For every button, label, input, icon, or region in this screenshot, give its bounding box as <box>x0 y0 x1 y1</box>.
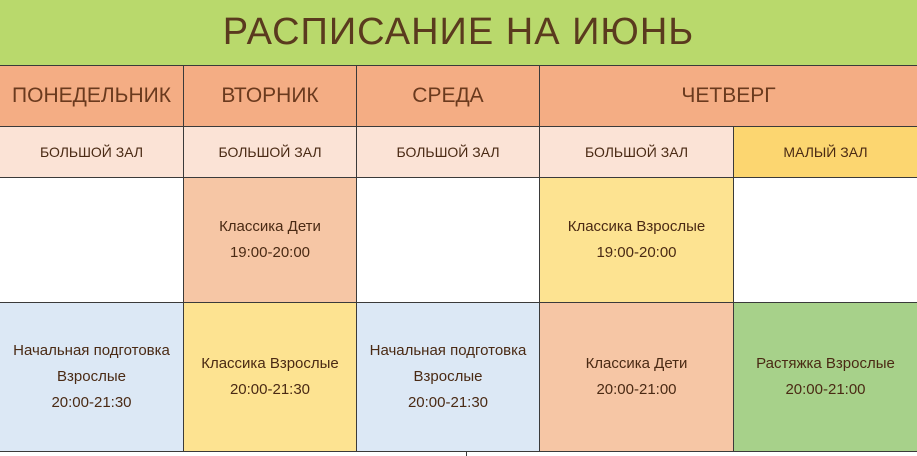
slot-monday-1900-empty <box>0 178 184 303</box>
hall-tuesday-big: БОЛЬШОЙ ЗАЛ <box>184 127 357 178</box>
hall-thursday-small: МАЛЫЙ ЗАЛ <box>734 127 917 178</box>
slot-thursday-small-1900-empty <box>734 178 917 303</box>
slot-tuesday-1900[interactable]: Классика Дети 19:00-20:00 <box>184 178 357 303</box>
hall-wednesday-big: БОЛЬШОЙ ЗАЛ <box>357 127 540 178</box>
slot-thursday-small-2000[interactable]: Растяжка Взрослые 20:00-21:00 <box>734 303 917 452</box>
day-header-wednesday: СРЕДА <box>357 66 540 127</box>
slot-thursday-big-1900[interactable]: Классика Взрослые 19:00-20:00 <box>540 178 734 303</box>
day-header-monday: ПОНЕДЕЛЬНИК <box>0 66 184 127</box>
slot-tuesday-2000[interactable]: Классика Взрослые 20:00-21:30 <box>184 303 357 452</box>
hall-monday-big: БОЛЬШОЙ ЗАЛ <box>0 127 184 178</box>
schedule-title: РАСПИСАНИЕ НА ИЮНЬ <box>0 0 917 66</box>
slot-wednesday-2000[interactable]: Начальная подготовка Взрослые 20:00-21:30 <box>357 303 540 452</box>
day-header-tuesday: ВТОРНИК <box>184 66 357 127</box>
hall-thursday-big: БОЛЬШОЙ ЗАЛ <box>540 127 734 178</box>
slot-wednesday-1900-empty <box>357 178 540 303</box>
table-divider <box>466 451 467 456</box>
slot-thursday-big-2000[interactable]: Классика Дети 20:00-21:00 <box>540 303 734 452</box>
slot-monday-2000[interactable]: Начальная подготовка Взрослые 20:00-21:30 <box>0 303 184 452</box>
day-header-thursday: ЧЕТВЕРГ <box>540 66 917 127</box>
